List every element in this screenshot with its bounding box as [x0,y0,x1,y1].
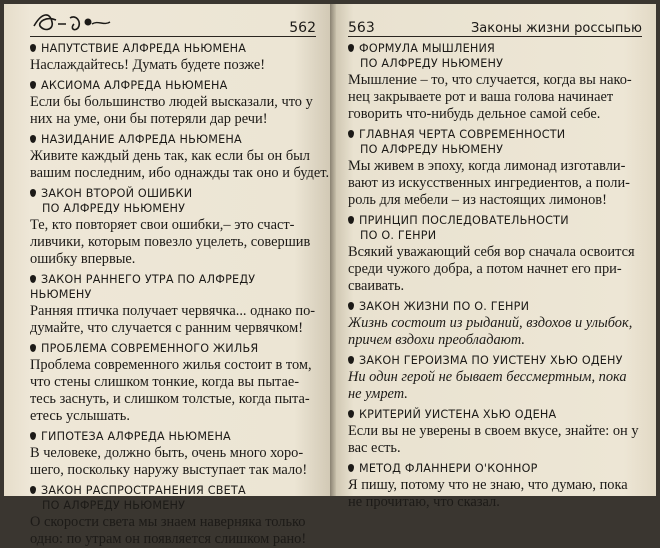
law-text-line: Живите каждый день так, как если бы он был [30,148,310,164]
law-text [30,357,316,425]
law-text-line: Жизнь состоит из рыданий, вздохов и улыбок, [348,315,633,331]
law-heading-line: ГЛАВНАЯ ЧЕРТА СОВРЕМЕННОСТИ [348,127,642,142]
law-entry [348,353,642,403]
drop-bullet-icon [348,130,354,138]
law-entry [30,429,316,479]
law-entry [348,127,642,209]
law-text-line: что стены слишком тонкие, когда вы пытае- [30,374,300,390]
law-text [348,423,642,457]
drop-bullet-icon [30,275,36,283]
law-heading [348,461,642,476]
law-heading [348,353,642,368]
law-heading [30,186,316,216]
law-heading-line: ПРИНЦИП ПОСЛЕДОВАТЕЛЬНОСТИ [348,213,642,228]
law-text-line: не умрет. [348,386,408,402]
law-text-line: Если вы не уверены в своем вкусе, знайте: он у [348,423,639,439]
law-text [348,315,642,349]
law-heading [30,429,316,444]
law-heading-line: ПО АЛФРЕДУ НЬЮМЕНУ [42,202,186,215]
right-page-header [348,8,642,37]
law-heading [348,41,642,71]
law-heading [30,78,316,93]
law-heading-line: НАПУТСТВИЕ АЛФРЕДА НЬЮМЕНА [30,41,316,56]
law-text-line: одно: по утрам он появляется слишком рано! [30,531,307,547]
drop-bullet-icon [348,410,354,418]
drop-bullet-icon [30,189,36,197]
law-text [348,244,642,295]
left-page [4,4,334,547]
law-heading [30,132,316,147]
law-text-line: не прочитаю, что сказал. [348,494,500,510]
drop-bullet-icon [348,302,354,310]
law-heading [30,272,316,302]
law-text [348,369,642,403]
drop-bullet-icon [348,356,354,364]
drop-bullet-icon [30,44,36,52]
law-text-line: Всякий уважающий себя вор сначала освоится [348,244,635,260]
law-heading-line: ЗАКОН РАННЕГО УТРА ПО АЛФРЕДУ НЬЮМЕНУ [30,273,256,301]
law-entry [30,483,316,548]
right-page-number: 563 [348,20,375,36]
law-heading-line: ЗАКОН ВТОРОЙ ОШИБКИ [30,186,316,201]
law-heading [30,483,316,513]
law-text [30,514,316,548]
law-heading [348,213,642,243]
law-entry [348,41,642,123]
law-text [348,158,642,209]
running-head: Законы жизни россыпью [470,21,642,36]
law-heading-line: ПРОБЛЕМА СОВРЕМЕННОГО ЖИЛЬЯ [30,341,316,356]
law-text-line: О скорости света мы знаем наверняка только [30,514,306,530]
drop-bullet-icon [30,432,36,440]
law-heading-line: КРИТЕРИЙ УИСТЕНА ХЬЮ ОДЕНА [348,407,642,422]
law-entry [30,186,316,268]
law-entry [348,407,642,457]
law-text-line: Проблема современного жилья состоит в том, [30,357,312,373]
drop-bullet-icon [348,216,354,224]
law-text-line: ошибку впервые. [30,251,136,267]
law-text [30,217,316,268]
law-text [30,94,316,128]
law-heading-line: ЗАКОН ЖИЗНИ ПО О. ГЕНРИ [348,299,642,314]
law-heading-line: ПО АЛФРЕДУ НЬЮМЕНУ [360,143,504,156]
drop-bullet-icon [30,344,36,352]
law-text-line: Наслаждайтесь! Думать будете позже! [30,57,266,73]
law-text-line: Ранняя птичка получает червячка... однако по- [30,303,316,319]
law-text-line: говорить что-нибудь дельное самой себе. [348,106,601,122]
book-gutter [330,4,336,496]
law-text-line: роль для мебели – из настоящих лимонов! [348,192,607,208]
law-heading-line: МЕТОД ФЛАННЕРИ О'КОННОР [348,461,642,476]
law-text-line: вас есть. [348,440,401,456]
drop-bullet-icon [348,464,354,472]
law-heading-line: АКСИОМА АЛФРЕДА НЬЮМЕНА [30,78,316,93]
law-text-line: вают из искусственных ингредиентов, а поли- [348,175,630,191]
right-entries [348,41,642,511]
law-text-line: Мы живем в эпоху, когда лимонад изготавли- [348,158,626,174]
law-text-line: етесь услышать. [30,408,130,424]
left-page-header [30,8,316,37]
law-text [30,148,330,182]
law-text-line: В человеке, должно быть, очень много хоро- [30,445,304,461]
law-text-line: Если бы большинство людей высказали, что у [30,94,313,110]
law-entry [30,78,316,128]
law-heading-line: ПО АЛФРЕДУ НЬЮМЕНУ [360,57,504,70]
drop-bullet-icon [348,44,354,52]
law-text [348,477,642,511]
law-text-line: нец закрываете рот и ваша голова начинает [348,89,614,105]
left-entries [30,41,330,548]
law-heading [348,299,642,314]
law-heading-line: ПО О. ГЕНРИ [360,229,437,242]
law-entry [30,41,316,74]
law-heading [30,41,316,56]
drop-bullet-icon [30,486,36,494]
law-text-line: тесь заснуть, и слишком толстые, когда пыта- [30,391,310,407]
law-entry [348,299,642,349]
law-text-line: сваивать. [348,278,405,294]
publisher-logo [30,8,126,36]
law-text-line: причем вздохи преобладают. [348,332,526,348]
law-text-line: Те, кто повторяет свои ошибки,– это счаст- [30,217,295,233]
law-entry [348,213,642,295]
law-text [30,303,316,337]
law-text [30,445,316,479]
law-text-line: Ни один герой не бывает бессмертным, пока [348,369,627,385]
law-heading-line: ГИПОТЕЗА АЛФРЕДА НЬЮМЕНА [30,429,316,444]
law-heading [348,127,642,157]
law-text [30,57,316,74]
law-entry [348,461,642,511]
law-text-line: ливчики, которым повезло уцелеть, совершив [30,234,311,250]
law-heading-line: ЗАКОН ГЕРОИЗМА ПО УИСТЕНУ ХЬЮ ОДЕНУ [348,353,642,368]
law-text-line: думайте, что случается с ранним червячком! [30,320,304,336]
law-entry [30,272,316,337]
drop-bullet-icon [30,81,36,89]
law-text-line: Я пишу, потому что не знаю, что думаю, пока [348,477,628,493]
right-page [334,4,656,510]
law-heading-line: НАЗИДАНИЕ АЛФРЕДА НЬЮМЕНА [30,132,316,147]
law-heading-line: ФОРМУЛА МЫШЛЕНИЯ [348,41,642,56]
law-text-line: Мышление – то, что случается, когда вы нако- [348,72,632,88]
law-heading [30,341,316,356]
drop-bullet-icon [30,135,36,143]
law-text [348,72,642,123]
left-page-number: 562 [289,20,316,36]
law-text-line: них на уме, они бы потеряли дар речи! [30,111,268,127]
law-heading-line: ПО АЛФРЕДУ НЬЮМЕНУ [42,499,186,512]
law-text-line: шего, поскольку наружу выступает так мало! [30,462,308,478]
law-entry [30,132,330,182]
law-text-line: вашим последним, ибо однажды так оно и будет. [30,165,330,181]
law-entry [30,341,316,425]
law-heading-line: ЗАКОН РАСПРОСТРАНЕНИЯ СВЕТА [30,483,316,498]
law-text-line: среди чужого добра, а потом начнет его при- [348,261,622,277]
law-heading [348,407,642,422]
